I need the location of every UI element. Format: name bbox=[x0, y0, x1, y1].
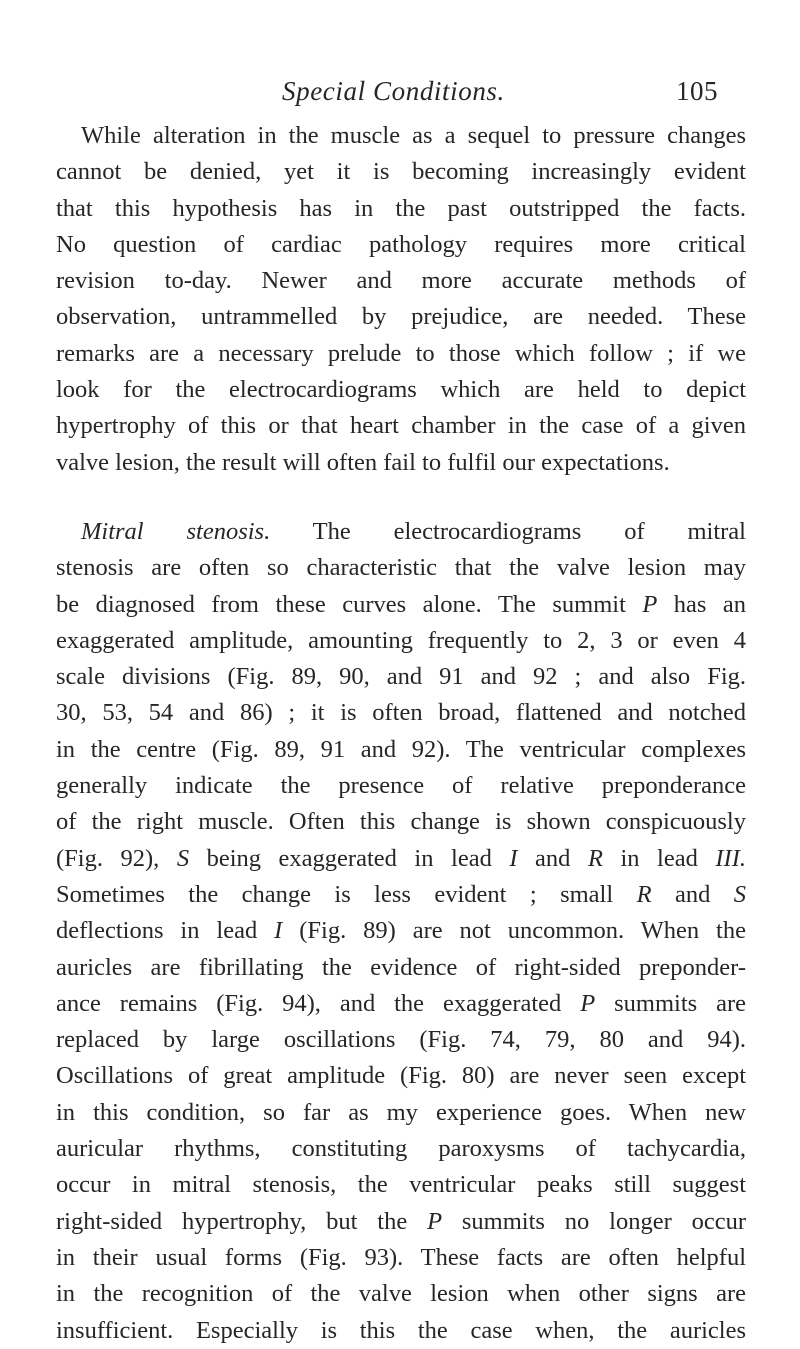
text-line: valve lesion, the result will often fail to fulfil our expectations. bbox=[56, 448, 670, 476]
text-run: deflections in lead bbox=[56, 917, 275, 945]
symbol-p: P bbox=[427, 1207, 443, 1235]
text-line: auricles are fibrillating the evidence of right-sided preponder- bbox=[56, 953, 746, 981]
text-line bbox=[56, 587, 746, 623]
text-line: insufficient. Especially is this the case when, the auricles bbox=[56, 1316, 746, 1344]
text-run: The electrocardiograms of mitral bbox=[270, 517, 746, 545]
text-line: exaggerated amplitude, amounting frequently to 2, 3 or even 4 bbox=[56, 626, 746, 654]
text-line: in their usual forms (Fig. 93). These facts are often helpful bbox=[56, 1243, 746, 1271]
text-line: stenosis are often so characteristic that the valve lesion may bbox=[56, 554, 746, 582]
text-line: 30, 53, 54 and 86) ; it is often broad, flattened and notched bbox=[56, 699, 746, 727]
text-line: replaced by large oscillations (Fig. 74, 79, 80 and 94). bbox=[56, 1026, 746, 1054]
text-line bbox=[56, 1204, 746, 1240]
text-line: in the centre (Fig. 89, 91 and 92). The ventricular complexes bbox=[56, 735, 746, 763]
lead-i: I bbox=[509, 844, 518, 872]
symbol-p: P bbox=[642, 590, 658, 618]
text-run: (Fig. 92), bbox=[56, 844, 177, 872]
text-run: has an bbox=[657, 590, 746, 618]
text-line: While alteration in the muscle as a sequel to pressure changes bbox=[81, 122, 746, 149]
text-run: be diagnosed from these curves alone. The summit bbox=[56, 590, 643, 618]
text-run: being exaggerated in lead bbox=[189, 844, 510, 872]
paragraph-gap bbox=[56, 481, 746, 514]
symbol-p: P bbox=[580, 989, 596, 1017]
text-line: No question of cardiac pathology requires more critical bbox=[56, 230, 746, 258]
text-line: hypertrophy of this or that heart chamber in the case of a given bbox=[56, 412, 746, 440]
text-line: occur in mitral stenosis, the ventricular peaks still suggest bbox=[56, 1171, 746, 1199]
text-line bbox=[56, 514, 746, 550]
symbol-r: R bbox=[636, 880, 652, 908]
text-line: observation, untrammelled by prejudice, are needed. These bbox=[56, 303, 746, 331]
section-heading: Mitral stenosis. bbox=[81, 517, 271, 545]
text-line: look for the electrocardiograms which are held to depict bbox=[56, 376, 746, 404]
text-line bbox=[56, 877, 746, 913]
paragraph-1 bbox=[56, 118, 746, 481]
text-run: summits no longer occur bbox=[442, 1207, 746, 1235]
body-text bbox=[56, 118, 746, 1349]
text-line: revision to-day. Newer and more accurate methods of bbox=[56, 267, 746, 295]
text-line: in the recognition of the valve lesion when other signs are bbox=[56, 1280, 746, 1308]
text-run: in lead bbox=[602, 844, 716, 872]
text-run: and bbox=[517, 844, 588, 872]
text-line bbox=[56, 913, 746, 949]
text-line: auricular rhythms, constituting paroxysms of tachycardia, bbox=[56, 1135, 746, 1163]
text-line bbox=[56, 986, 746, 1022]
symbol-s: S bbox=[176, 844, 190, 872]
lead-iii: III. bbox=[715, 844, 746, 872]
text-line: in this condition, so far as my experience goes. When new bbox=[56, 1098, 746, 1126]
lead-i: I bbox=[274, 917, 283, 945]
paragraph-2 bbox=[56, 514, 746, 1349]
symbol-s: S bbox=[733, 880, 747, 908]
running-title: Special Conditions. bbox=[282, 76, 505, 106]
text-line: cannot be denied, yet it is becoming increasingly evident bbox=[56, 158, 746, 186]
text-line: generally indicate the presence of relative preponderance bbox=[56, 772, 746, 800]
text-run: right-sided hypertrophy, but the bbox=[56, 1207, 428, 1235]
symbol-r: R bbox=[587, 844, 603, 872]
page-number: 105 bbox=[676, 76, 718, 106]
text-line: that this hypothesis has in the past outstripped the facts. bbox=[56, 194, 746, 222]
text-run: and bbox=[651, 880, 734, 908]
text-line: Oscillations of great amplitude (Fig. 80) are never seen except bbox=[56, 1062, 746, 1090]
text-run: Sometimes the change is less evident ; small bbox=[56, 880, 637, 908]
text-run: (Fig. 89) are not uncommon. When the bbox=[282, 917, 746, 945]
text-line bbox=[56, 841, 746, 877]
text-run: summits are bbox=[595, 989, 746, 1017]
text-line: remarks are a necessary prelude to those which follow ; if we bbox=[56, 339, 746, 367]
text-line: scale divisions (Fig. 89, 90, and 91 and 92 ; and also Fig. bbox=[56, 663, 746, 691]
text-line: of the right muscle. Often this change is shown conspicuously bbox=[56, 808, 746, 836]
text-run: ance remains (Fig. 94), and the exaggerated bbox=[56, 989, 581, 1017]
running-head bbox=[0, 76, 800, 110]
